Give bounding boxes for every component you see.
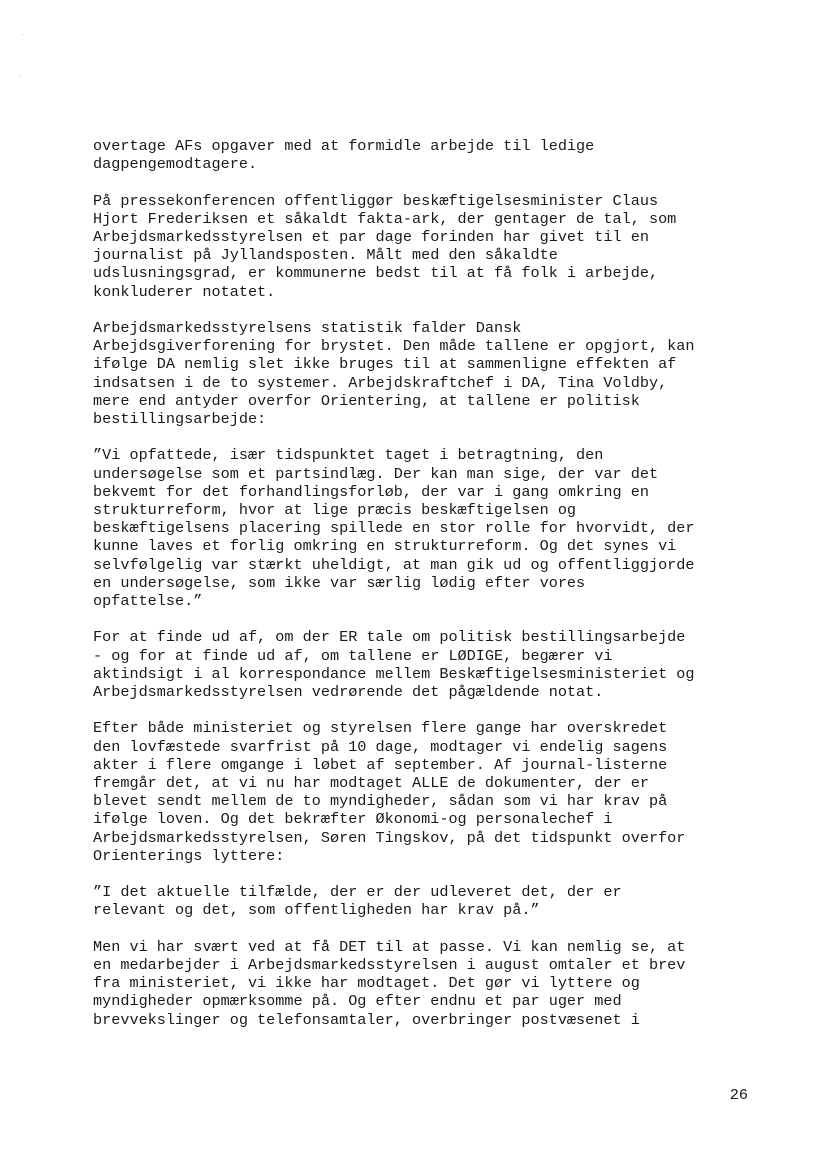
paragraph: Efter både ministeriet og styrelsen flere gange har overskredet den lovfæstede svarfrist på 10 dage, modtager vi endelig sagens akter i flere omgange i løbet af september. Af journal-listerne fremgår det, at vi nu har modtaget ALLE de dokumenter, der er blevet sendt mellem de to myndigheder, sådan som vi har krav på ifølge loven. Og det bekræfter Økonomi-og personalechef i Arbejdsmarkedsstyrelsen, Søren Tingskov, på det tidspunkt overfor Orienterings lyttere: xyxy=(93,719,686,865)
paragraph: Men vi har svært ved at få DET til at passe. Vi kan nemlig se, at en medarbejder i Arbejdsmarkedsstyrelsen i august omtaler et brev fra ministeriet, vi ikke har modtaget. Det gør vi lyttere og myndigheder opmærksomme på. Og efter endnu et par uger med brevvekslinger og telefonsamtaler, overbringer postvæsenet i xyxy=(93,937,686,1029)
paragraph: overtage AFs opgaver med at formidle arbejde til ledige dagpengemodtagere. xyxy=(93,137,595,174)
scan-speck xyxy=(20,76,21,77)
paragraph: På pressekonferencen offentliggør beskæftigelsesminister Claus Hjort Frederiksen et såkaldt fakta-ark, der gentager de tal, som Arbejdsmarkedsstyrelsen et par dage forinden har givet til en journalist på Jyllandsposten. Målt med den såkaldte udslusningsgrad, er kommunerne bedst til at få folk i arbejde, konkluderer notatet. xyxy=(93,191,677,301)
page-number: 26 xyxy=(729,1086,748,1104)
quote-paragraph: ”I det aktuelle tilfælde, der er der udleveret det, der er relevant og det, som offentligheden har krav på.” xyxy=(93,883,622,920)
body-text xyxy=(93,137,753,1047)
quote-paragraph: ”Vi opfattede, især tidspunktet taget i betragtning, den undersøgelse som et partsindlæg. Der kan man sige, der var det bekvemt for det forhandlingsforløb, der var i gang omkring en strukturreform, hvor at lige præcis beskæftigelsen og beskæftigelsens placering spillede en stor rolle for hvorvidt, der kunne laves et forlig omkring en strukturreform. Og det synes vi selvfølgelig var stærkt uheldigt, at man gik ud og offentliggjorde en undersøgelse, som ikke var særlig lødig efter vores opfattelse.” xyxy=(93,446,695,611)
scan-speck xyxy=(22,34,23,35)
paragraph: For at finde ud af, om der ER tale om politisk bestillingsarbejde - og for at finde ud af, om tallene er LØDIGE, begærer vi aktindsigt i al korrespondance mellem Beskæftigelsesministeriet og Arbejdsmarkedsstyrelsen vedrørende det pågældende notat. xyxy=(93,628,695,702)
paragraph: Arbejdsmarkedsstyrelsens statistik falder Dansk Arbejdsgiverforening for brystet. Den måde tallene er opgjort, kan ifølge DA nemlig slet ikke bruges til at sammenligne effekten af indsatsen i de to systemer. Arbejdskraftchef i DA, Tina Voldby, mere end antyder overfor Orientering, at tallene er politisk bestillingsarbejde: xyxy=(93,319,695,429)
